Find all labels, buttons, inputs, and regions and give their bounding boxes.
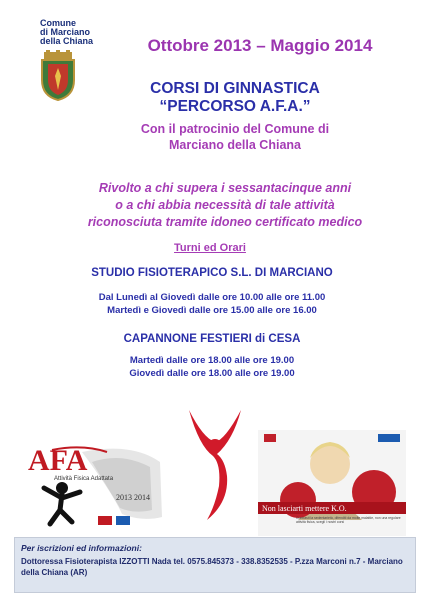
contact-footer	[14, 537, 416, 593]
logo-line: della Chiana	[40, 36, 94, 46]
location-schedule	[0, 354, 424, 380]
course-title-line: “PERCORSO A.F.A.”	[159, 98, 311, 115]
date-range: Ottobre 2013 – Maggio 2014	[147, 36, 373, 55]
afa-logo	[22, 422, 182, 534]
schedule-line: Martedì dalle ore 18.00 alle ore 19.00	[129, 355, 295, 366]
schedule-line: Martedì e Giovedì dalle ore 15.00 alle ore 16.00	[107, 305, 317, 316]
target-audience	[60, 180, 390, 231]
afa-logo-graphic	[22, 422, 182, 534]
afa-years: 2013 2014	[116, 493, 150, 502]
afa-subtitle: Attività Fisica Adattata	[54, 476, 114, 482]
poster-caption: Non lasciarti mettere K.O.	[262, 504, 347, 513]
municipality-logo-text	[40, 19, 100, 46]
red-figure-icon	[185, 406, 245, 522]
municipality-crest-icon	[36, 50, 80, 102]
location-schedule	[0, 291, 424, 317]
target-line: Rivolto a chi supera i sessantacinque anni	[98, 181, 352, 195]
afa-title: AFA	[28, 444, 88, 477]
target-line: riconosciuta tramite idoneo certificato medico	[87, 215, 363, 229]
poster-small-text: Contrasti la sedentarietà, difenditi da molte malattie, non una regolare attività fisica, scegli i nostri corsi	[296, 516, 401, 524]
patronage-line: Marciano della Chiana	[169, 138, 301, 152]
schedule-line: Giovedì dalle ore 18.00 alle ore 19.00	[129, 368, 295, 379]
target-line: o a chi abbia necessità di tale attività	[115, 198, 335, 212]
patronage-line: Con il patrocinio del Comune di	[140, 122, 330, 136]
patronage-note	[100, 121, 370, 153]
logo-line: di Marciano	[40, 27, 91, 37]
schedule-line: Dal Lunedì al Giovedì dalle ore 10.00 alle ore 11.00	[98, 292, 326, 303]
course-title	[100, 80, 370, 116]
footer-heading: Per iscrizioni ed informazioni:	[21, 543, 142, 553]
schedule-heading: Turni ed Orari	[174, 242, 246, 254]
campaign-poster	[258, 430, 406, 536]
logo-line: Comune	[40, 18, 76, 28]
course-title-line: CORSI DI GINNASTICA	[150, 80, 320, 97]
location-title: CAPANNONE FESTIERI di CESA	[123, 333, 301, 345]
jumping-person-icon	[44, 482, 80, 524]
poster-graphic	[258, 430, 406, 536]
footer-contact: Dottoressa Fisioterapista IZZOTTI Nada tel. 0575.845373 - 338.8352535 - P.zza Marconi n.7 - Marciano della Chiana (AR)	[21, 557, 403, 577]
location-title: STUDIO FISIOTERAPICO S.L. DI MARCIANO	[91, 267, 333, 279]
